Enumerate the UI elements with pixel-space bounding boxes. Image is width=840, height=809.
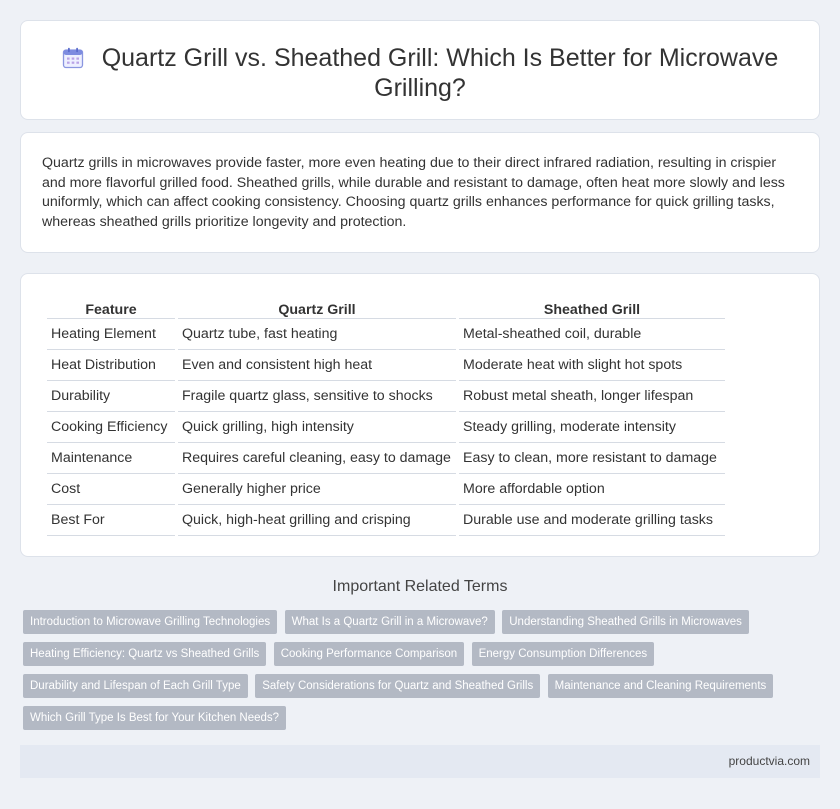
related-terms-list	[23, 610, 813, 738]
table-row	[47, 350, 725, 381]
header-feature: Feature	[47, 295, 175, 319]
quartz-cell: Requires careful cleaning, easy to damage	[178, 443, 456, 474]
page-title: Quartz Grill vs. Sheathed Grill: Which Is Better for Microwave Grilling?	[101, 44, 779, 102]
feature-cell: Cooking Efficiency	[47, 412, 175, 443]
table-row	[47, 443, 725, 474]
related-term-tag[interactable]: What Is a Quartz Grill in a Microwave?	[285, 610, 495, 634]
sheathed-cell: Durable use and moderate grilling tasks	[459, 505, 725, 536]
footer	[20, 745, 820, 778]
related-term-tag[interactable]: Energy Consumption Differences	[472, 642, 655, 666]
sheathed-cell: Robust metal sheath, longer lifespan	[459, 381, 725, 412]
intro-card	[20, 132, 820, 253]
header-quartz-grill: Quartz Grill	[178, 295, 456, 319]
feature-cell: Durability	[47, 381, 175, 412]
table-row	[47, 505, 725, 536]
table-row	[47, 412, 725, 443]
related-term-tag[interactable]: Durability and Lifespan of Each Grill Type	[23, 674, 248, 698]
sheathed-cell: Steady grilling, moderate intensity	[459, 412, 725, 443]
related-term-tag[interactable]: Cooking Performance Comparison	[274, 642, 464, 666]
table-row	[47, 474, 725, 505]
table-row	[47, 319, 725, 350]
feature-cell: Cost	[47, 474, 175, 505]
related-term-tag[interactable]: Maintenance and Cleaning Requirements	[548, 674, 774, 698]
feature-cell: Heat Distribution	[47, 350, 175, 381]
title-card	[20, 20, 820, 120]
quartz-cell: Fragile quartz glass, sensitive to shocks	[178, 381, 456, 412]
sheathed-cell: Moderate heat with slight hot spots	[459, 350, 725, 381]
related-terms-heading: Important Related Terms	[332, 578, 508, 595]
page-title-wrap	[21, 43, 819, 103]
intro-paragraph: Quartz grills in microwaves provide faster, more even heating due to their direct infrared radiation, resulting in crispier and more flavorful grilled food. Sheathed grills, while durable and resistant to damage, often heat more slowly and less uniformly, which can affect cooking consistency. Choosing quartz grills enhances performance for quick grilling tasks, whereas sheathed grills prioritize longevity and protection.	[42, 155, 785, 230]
comparison-card	[20, 273, 820, 557]
comparison-table	[44, 295, 728, 536]
header-sheathed-grill: Sheathed Grill	[459, 295, 725, 319]
sheathed-cell: More affordable option	[459, 474, 725, 505]
table-header-row	[47, 295, 725, 319]
sheathed-cell: Easy to clean, more resistant to damage	[459, 443, 725, 474]
quartz-cell: Even and consistent high heat	[178, 350, 456, 381]
quartz-cell: Quick, high-heat grilling and crisping	[178, 505, 456, 536]
quartz-cell: Quartz tube, fast heating	[178, 319, 456, 350]
quartz-cell: Quick grilling, high intensity	[178, 412, 456, 443]
table-row	[47, 381, 725, 412]
calendar-icon	[62, 47, 84, 69]
related-term-tag[interactable]: Heating Efficiency: Quartz vs Sheathed Grills	[23, 642, 266, 666]
related-term-tag[interactable]: Safety Considerations for Quartz and Sheathed Grills	[255, 674, 540, 698]
feature-cell: Maintenance	[47, 443, 175, 474]
related-term-tag[interactable]: Introduction to Microwave Grilling Technologies	[23, 610, 277, 634]
feature-cell: Best For	[47, 505, 175, 536]
related-term-tag[interactable]: Which Grill Type Is Best for Your Kitchen Needs?	[23, 706, 286, 730]
related-term-tag[interactable]: Understanding Sheathed Grills in Microwaves	[502, 610, 749, 634]
sheathed-cell: Metal-sheathed coil, durable	[459, 319, 725, 350]
footer-site-link[interactable]: productvia.com	[728, 754, 810, 768]
quartz-cell: Generally higher price	[178, 474, 456, 505]
feature-cell: Heating Element	[47, 319, 175, 350]
